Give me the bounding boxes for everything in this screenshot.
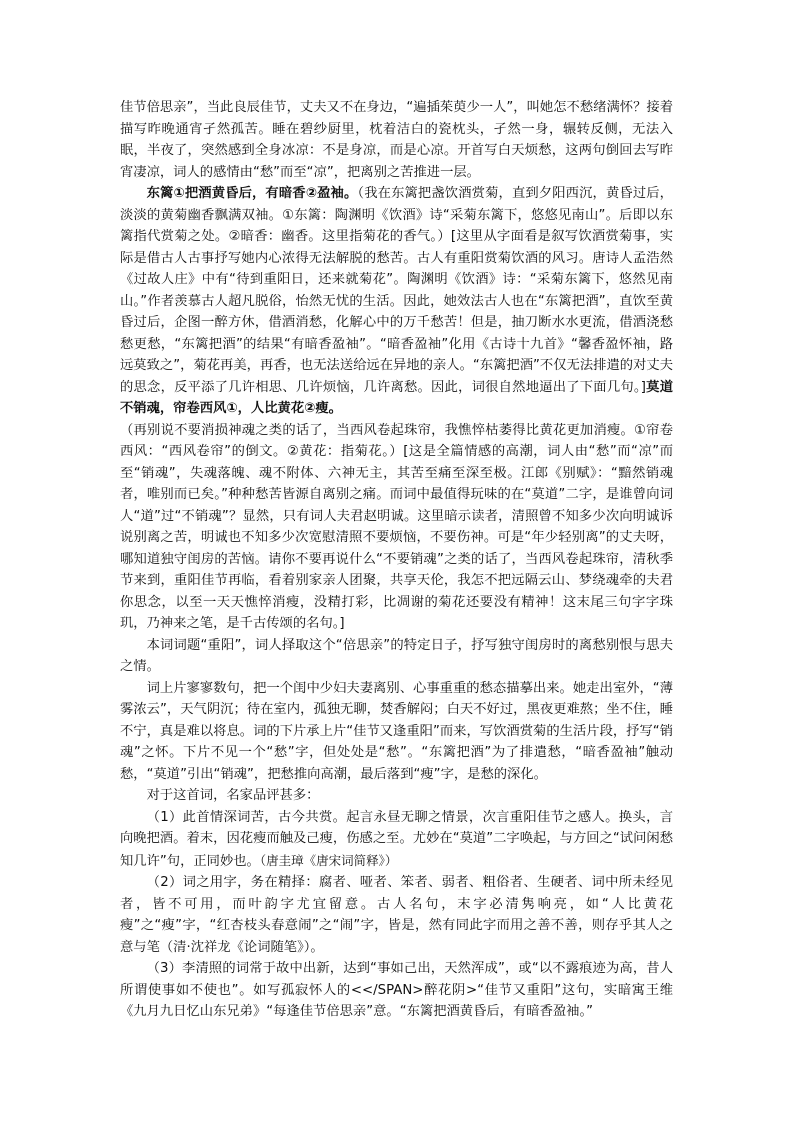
paragraph-theme: 本词词题“重阳”，词人择取这个“倍思亲”的特定日子，抒写独守闺房时的离愁别恨与思夫之情。 — [120, 637, 673, 674]
document-page — [120, 97, 673, 1023]
critique-item-1 — [120, 807, 673, 873]
paragraph-donglibajiu — [120, 183, 673, 420]
annotation-donglibajiu: （我在东篱把盏饮酒赏菊，直到夕阳西沉，黄昏过后，淡淡的黄菊幽香飘满双袖。①东篱：陶渊明《饮酒》诗“采菊东篱下，悠悠见南山”。后即以东篱指代赏菊之处。②暗香：幽香。这里指菊花的香气。）[这里从字面看是叙写饮酒赏菊事，实际是借古人古事抒写她内心浓得无法解脱的愁苦。古人有重阳赏菊饮酒的风习。唐诗人孟浩然《过故人庄》中有“待到重阳日，还来就菊花”。陶渊明《饮酒》诗：“采菊东篱下，悠然见南山。”作者羡慕古人超凡脱俗，怡然无忧的生活。因此，她效法古人也在“东篱把酒”，直饮至黄昏过后，企图一醉方休，借酒消愁，化解心中的万千愁苦！但是，抽刀断水水更流，借酒浇愁愁更愁，“东篱把酒”的结果“有暗香盈袖”。“暗香盈袖”化用《古诗十九首》“馨香盈怀袖，路远莫致之”，菊花再美，再香，也无法送给远在异地的亲人。“东篱把酒”不仅无法排遣的对丈夫的思念，反平添了几许相思、几许烦恼，几许离愁。因此，词很自然地逼出了下面几句。] — [120, 186, 673, 395]
critique-1-text: （1）此首情深词苦，古今共赏。起言永昼无聊之情景，次言重阳佳节之感人。换头，言向晚把酒。着末，因花瘦而触及己瘦，伤感之至。尤妙在“莫道”二字唤起，与方回之“试问闲愁知几许”句，正同妙也。 — [120, 809, 673, 869]
paragraph-analysis: 词上片寥寥数句，把一个闺中少妇夫妻离别、心事重重的愁态描摹出来。她走出室外，“薄雾浓云”，天气阴沉；待在室内，孤独无聊，焚香解闷；白天不好过，黑夜更难熬；坐不住，睡不宁，真是难以将息。词的下片承上片“佳节又逢重阳”而来，写饮酒赏菊的生活片段，抒写“销魂”之怀。下片不见一个“愁”字，但处处是“愁”。“东篱把酒”为了排遣愁，“暗香盈袖”触动愁，“莫道”引出“销魂”，把愁推向高潮，最后落到“瘦”字，是愁的深化。 — [120, 680, 673, 782]
paragraph-critics-intro: 对于这首词，名家品评甚多： — [146, 788, 320, 803]
critique-item-3: （3）李清照的词常于故中出新，达到“事如己出，天然浑成”，或“以不露痕迹为高，昔人所谓使事如不使也”。如写孤寂怀人的<</SPAN>醉花阴>“佳节又重阳”这句，实暗寓王维《九月九日忆山东兄弟》“每逢佳节倍思亲”意。“东篱把酒黄昏后，有暗香盈袖。” — [120, 961, 673, 1019]
verse-donglibajiu: 东篱①把酒黄昏后，有暗香②盈袖。 — [146, 186, 358, 201]
paragraph-intro-continued: 佳节倍思亲”，当此良辰佳节，丈夫又不在身边，“遍插茱萸少一人”，叫她怎不愁绪满怀？接着描写昨晚通宵孑然孤苦。睡在碧纱厨里，枕着洁白的瓷枕头，孑然一身，辗转反侧，无法入眠，半夜了，突然感到全身冰凉：不是身凉，而是心凉。开首写白天烦愁，这两句倒回去写昨宵凄凉，词人的感情由“愁”而至“凉”，把离别之苦推进一层。 — [120, 100, 673, 180]
paragraph-modao-annotation: （再别说不要消损神魂之类的话了，当西风卷起珠帘，我憔悴枯萎得比黄花更加消瘦。①帘卷西风：“西风卷帘”的倒文。②黄花：指菊花。）[这是全篇情感的高潮，词人由“愁”而“凉”而至“销魂”，失魂落魄、魂不附体、六神无主，其苦至痛至深至极。江郎《别赋》：“黯然销魂者，唯别而已矣。”种种愁苦皆源自离别之痛。而词中最值得玩味的在“莫道”二字，是谁曾向词人“道”过“不销魂”？显然，只有词人夫君赵明诚。这里暗示读者，清照曾不知多少次向明诚诉说别离之苦，明诚也不知多少次宽慰清照不要烦恼，不要伤神。可是“年少轻别离”的丈夫呀，哪知道独守闺房的苦恼。请你不要再说什么“不要销魂”之类的话了，当西风卷起珠帘，清秋季节来到，重阳佳节再临，看着别家亲人团聚，共享天伦，我怎不把远隔云山、梦绕魂牵的夫君你思念，以至一天天憔悴消瘦，没精打彩，比凋谢的菊花还要没有精神！这末尾三句字字珠玑，乃神来之笔，是千古传颂的名句。] — [120, 422, 673, 631]
critique-1-source: （唐圭璋《唐宋词简释》） — [259, 852, 398, 868]
verse-modaobuxiaohun: 莫道不销魂，帘卷西风①，人比黄花②瘦。 — [120, 379, 673, 416]
critique-item-2: （2）词之用字，务在精择：腐者、哑者、笨者、弱者、粗俗者、生硬者、词中所未经见者，皆不可用，而叶韵字尤宜留意。古人名句，末字必清隽响亮，如“人比黄花瘦”之“瘦”字，“红杏枝头春意闹”之“闹”字，皆是，然有同此字而用之善不善，则存乎其人之意与笔（清·沈祥龙《论词随笔》）。 — [120, 875, 673, 955]
